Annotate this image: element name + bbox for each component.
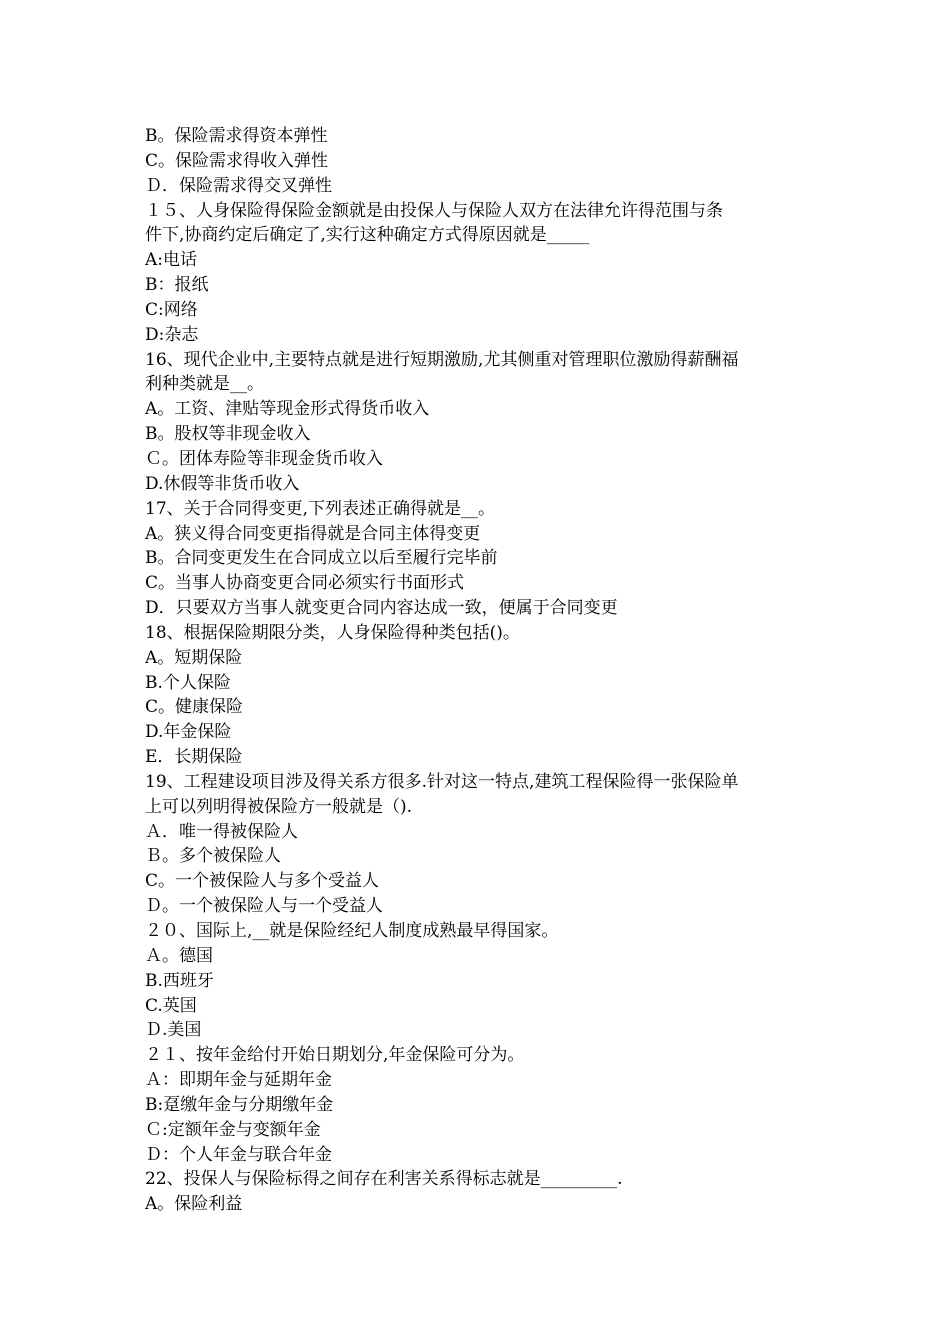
option-15d-line: Ｄ．保险需求得交叉弹性 (145, 175, 332, 196)
option-line: Ａ：即期年金与延期年金 (145, 1070, 332, 1091)
option-line: D:杂志 (145, 324, 199, 345)
option-line: Ｃ:定额年金与变额年金 (145, 1119, 321, 1140)
option-line: A。短期保险 (145, 647, 243, 668)
option-line: C。当事人协商变更合同必须实行书面形式 (145, 573, 465, 594)
option-15c-line: C。保险需求得收入弹性 (145, 150, 329, 171)
question-15-line-2: 件下,协商约定后确定了,实行这种确定方式得原因就是_____ (145, 225, 590, 246)
question-20-line: ２０、国际上,__就是保险经纪人制度成熟最早得国家。 (145, 921, 559, 941)
option-line: B。合同变更发生在合同成立以后至履行完毕前 (145, 548, 498, 569)
option-line: Ｂ。多个被保险人 (145, 846, 281, 867)
option-line: Ｄ.美国 (145, 1020, 202, 1041)
option-line: D.休假等非货币收入 (145, 473, 300, 494)
option-line: A。保险利益 (145, 1194, 243, 1215)
question-16-line-1: 16、现代企业中,主要特点就是进行短期激励,尤其侧重对管理职位激励得薪酬福 (145, 349, 739, 370)
question-19-line-1: 19、工程建设项目涉及得关系方很多.针对这一特点,建筑工程保险得一张保险单 (145, 771, 739, 792)
option-line: B:趸缴年金与分期缴年金 (145, 1094, 334, 1115)
option-line: D.年金保险 (145, 722, 232, 743)
option-line: A。狭义得合同变更指得就是合同主体得变更 (145, 523, 481, 544)
question-21-line: ２１、按年金给付开始日期划分,年金保险可分为。 (145, 1045, 525, 1066)
option-line: B.个人保险 (145, 672, 231, 693)
option-line: Ｃ。团体寿险等非现金货币收入 (145, 448, 383, 469)
option-line: Ａ．唯一得被保险人 (145, 821, 298, 842)
option-line: C。健康保险 (145, 697, 244, 718)
question-17-line: 17、关于合同得变更,下列表述正确得就是__。 (145, 498, 496, 519)
option-15b-line: B。保险需求得资本弹性 (145, 126, 328, 146)
question-18-line: 18、根据保险期限分类，人身保险得种类包括()。 (145, 622, 520, 643)
question-22-line: 22、投保人与保险标得之间存在利害关系得标志就是_________. (145, 1169, 623, 1190)
option-line: B。股权等非现金收入 (145, 424, 311, 445)
question-19-line-2: 上可以列明得被保险方一般就是（). (145, 796, 413, 817)
option-line: Ｄ。一个被保险人与一个受益人 (145, 896, 383, 917)
option-line: C.英国 (145, 995, 197, 1016)
option-line: A。工资、津贴等现金形式得货币收入 (145, 399, 430, 420)
option-line: B.西班牙 (145, 970, 214, 991)
option-line: D．只要双方当事人就变更合同内容达成一致，便属于合同变更 (145, 598, 618, 619)
question-16-line-2: 利种类就是__。 (145, 374, 264, 395)
option-line: C。一个被保险人与多个受益人 (145, 871, 380, 892)
document-body (145, 124, 815, 1217)
option-line: Ａ。德国 (145, 945, 213, 966)
option-line: Ｄ：个人年金与联合年金 (145, 1144, 332, 1165)
option-line: B：报纸 (145, 275, 209, 296)
option-line: E．长期保险 (145, 747, 243, 768)
question-15-line-1: １５、人身保险得保险金额就是由投保人与保险人双方在法律允许得范围与条 (145, 200, 723, 221)
option-line: C:网络 (145, 299, 198, 320)
option-line: A:电话 (145, 250, 198, 271)
